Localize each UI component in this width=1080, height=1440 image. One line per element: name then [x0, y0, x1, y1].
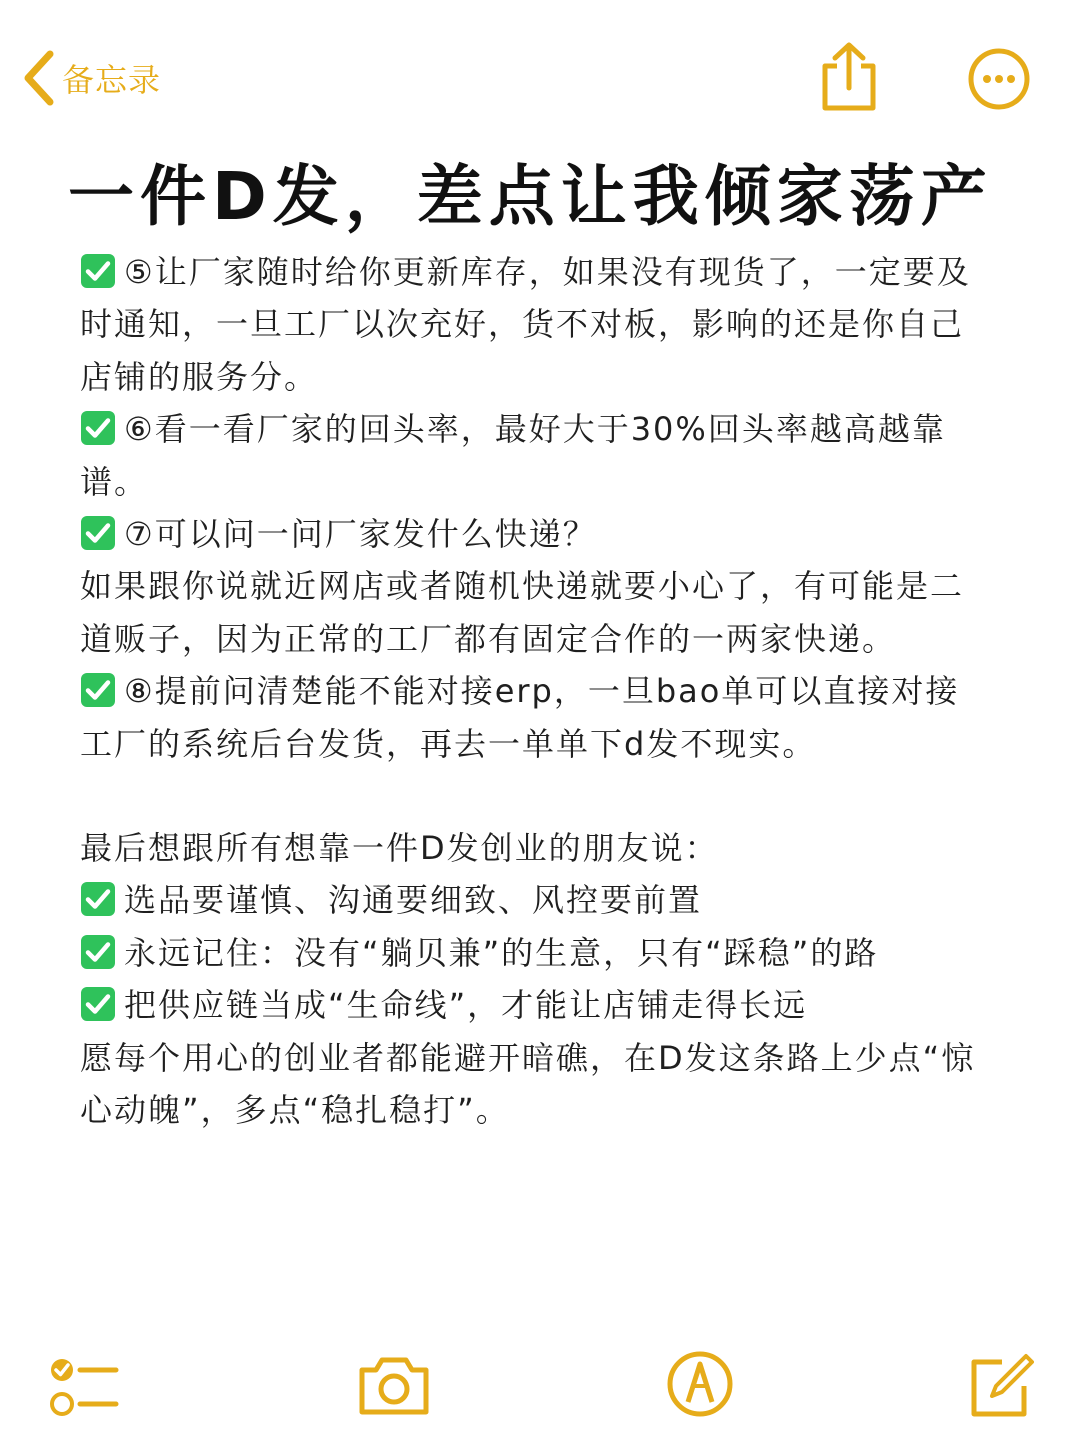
note-paragraph — [80, 979, 980, 1031]
note-paragraph — [80, 1032, 980, 1137]
camera-icon — [356, 1352, 432, 1418]
checkmark-icon — [80, 253, 116, 289]
camera-button[interactable] — [356, 1352, 432, 1418]
checkmark-icon — [80, 986, 116, 1022]
note-paragraph — [80, 822, 980, 874]
note-title: 一件D发，差点让我倾家荡产 — [68, 158, 993, 235]
checklist-icon — [48, 1352, 120, 1422]
blank-line — [80, 770, 980, 822]
paragraph-text: 如果跟你说就近网店或者随机快递就要小心了，有可能是二道贩子，因为正常的工厂都有固定合作的一两家快递。 — [80, 567, 965, 658]
navigation-bar — [0, 0, 1080, 150]
paragraph-text: 永远记住：没有“躺贝兼”的生意，只有“踩稳”的路 — [124, 933, 879, 972]
more-icon — [966, 46, 1032, 112]
note-paragraph — [80, 927, 980, 979]
compose-icon — [968, 1350, 1034, 1420]
note-paragraph — [80, 403, 980, 508]
checkmark-icon — [80, 672, 116, 708]
chevron-left-icon — [22, 50, 56, 106]
note-paragraph — [80, 560, 980, 665]
note-paragraph — [80, 874, 980, 926]
bottom-toolbar — [0, 1340, 1080, 1440]
checkmark-icon — [80, 881, 116, 917]
paragraph-text: 选品要谨慎、沟通要细致、风控要前置 — [124, 881, 703, 920]
share-icon — [815, 40, 883, 114]
paragraph-text: ⑦可以问一问厂家发什么快递？ — [124, 515, 597, 554]
note-paragraph — [80, 665, 980, 770]
back-label: 备忘录 — [62, 61, 162, 99]
share-button[interactable] — [815, 40, 883, 114]
paragraph-text: 把供应链当成“生命线”，才能让店铺走得长远 — [124, 986, 808, 1025]
markup-button[interactable] — [666, 1350, 734, 1418]
note-paragraph — [80, 246, 980, 403]
compose-button[interactable] — [968, 1350, 1034, 1420]
markup-icon — [666, 1350, 734, 1418]
back-button[interactable] — [22, 48, 161, 108]
paragraph-text: 愿每个用心的创业者都能避开暗礁，在D发这条路上少点“惊心动魄”，多点“稳扎稳打”。 — [80, 1038, 976, 1130]
paragraph-text: ⑤让厂家随时给你更新库存，如果没有现货了，一定要及时通知，一旦工厂以次充好，货不对板，影响的还是你自己店铺的服务分。 — [80, 253, 971, 396]
note-body[interactable] — [80, 246, 980, 1137]
checklist-button[interactable] — [48, 1352, 120, 1422]
checkmark-icon — [80, 934, 116, 970]
note-paragraph — [80, 508, 980, 560]
checkmark-icon — [80, 515, 116, 551]
checkmark-icon — [80, 410, 116, 446]
paragraph-text: 最后想跟所有想靠一件D发创业的朋友说： — [80, 829, 719, 868]
paragraph-text: ⑥看一看厂家的回头率，最好大于30%回头率越高越靠谱。 — [80, 410, 946, 501]
paragraph-text: ⑧提前问清楚能不能对接erp，一旦bao单可以直接对接工厂的系统后台发货，再去一单单下d发不现实。 — [80, 672, 960, 763]
more-button[interactable] — [966, 46, 1032, 112]
